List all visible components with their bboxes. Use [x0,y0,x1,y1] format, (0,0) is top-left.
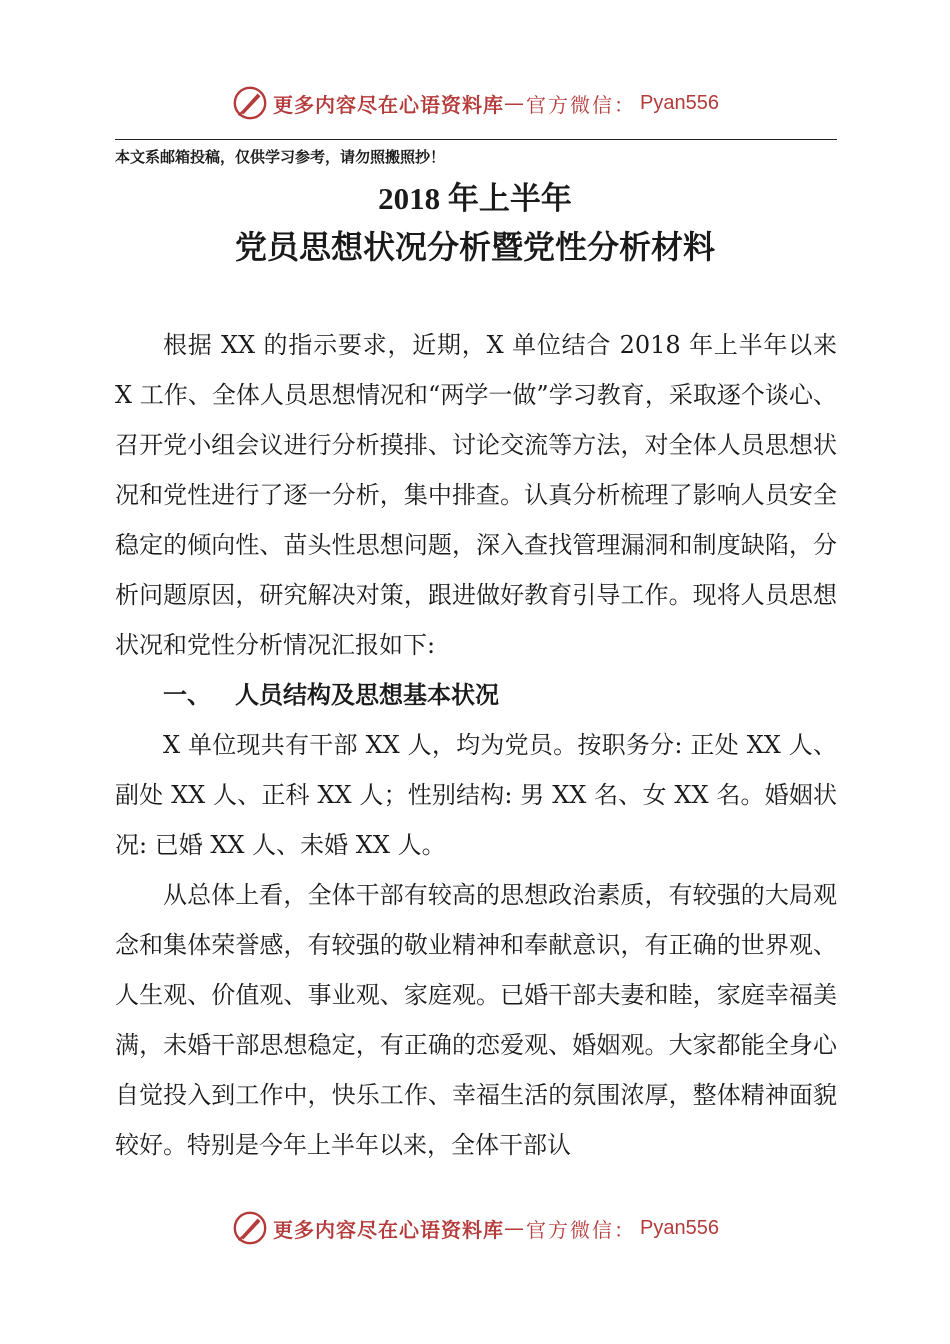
banner-separator: — [504,91,527,115]
banner-separator: — [504,1216,527,1240]
banner-wechat-label: 官方微信： [526,1217,637,1242]
quill-logo-icon [231,1209,269,1247]
header-rule [115,139,837,140]
header-banner [0,83,950,123]
copyright-notice: 本文系邮箱投稿，仅供学习参考，请勿照搬照抄！ [115,148,446,166]
structure-paragraph: X 单位现共有干部 XX 人，均为党员。按职务分: 正处 XX 人、副处 XX 人、正科 XX 人；性别结构: 男 XX 名、女 XX 名。婚姻状况: 已婚 XX 人、未婚 XX 人。 [115,731,837,859]
intro-paragraph: 根据 XX 的指示要求，近期，X 单位结合 2018 年上半年以来 X 工作、全体人员思想情况和“两学一做”学习教育，采取逐个谈心、召开党小组会议进行分析摸排、讨论交流等方法，对全体人员思想状况和党性进行了逐一分析，集中排查。认真分析梳理了影响人员安全稳定的倾向性、苗头性思想问题，深入查找管理漏洞和制度缺陷，分析问题原因，研究解决对策，跟进做好教育引导工作。现将人员思想状况和党性分析情况汇报如下: [115,331,837,659]
footer-banner [0,1208,950,1248]
document-body [115,320,837,1170]
banner-wechat-id: Pyan556 [640,91,719,114]
document-title-year: 2018 年上半年 [378,181,572,216]
banner-wechat-id: Pyan556 [640,1216,719,1239]
section-number: 一、 [163,681,211,709]
banner-main-text: 更多内容尽在心语资料库 [273,1217,505,1242]
section-heading [115,670,837,720]
banner-wechat-label: 官方微信： [526,92,637,117]
banner-main-text: 更多内容尽在心语资料库 [273,92,505,117]
overall-paragraph: 从总体上看，全体干部有较高的思想政治素质，有较强的大局观念和集体荣誉感，有较强的敬业精神和奉献意识，有正确的世界观、人生观、价值观、事业观、家庭观。已婚干部夫妻和睦，家庭幸福美满，未婚干部思想稳定，有正确的恋爱观、婚姻观。大家都能全身心自觉投入到工作中，快乐工作、幸福生活的氛围浓厚，整体精神面貌较好。特别是今年上半年以来，全体干部认 [115,881,837,1159]
document-title-main: 党员思想状况分析暨党性分析材料 [234,228,715,266]
quill-logo-icon [231,84,269,122]
section-title: 人员结构及思想基本状况 [235,681,499,709]
